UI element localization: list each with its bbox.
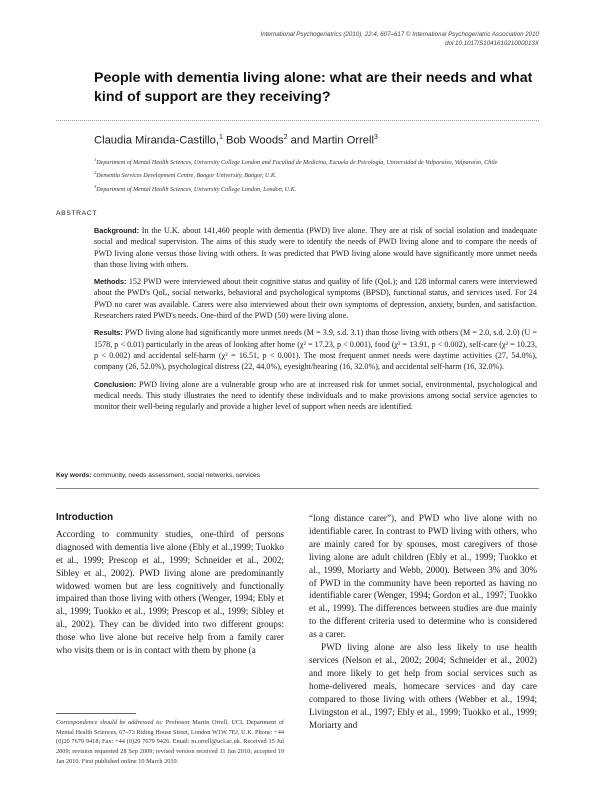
body-paragraph: “long distance carer”), and PWD who live alone with no identifiable carer. In contrast to PWD living with others, who are mainly cared for by spouses, most caregivers of those living alone are adult children (Ebly et al., 1999; Tuokko et al., 1999, Moriarty and Webb, 2000). Between 3% and 30% of PWD in the community have been reported as having no identifiable carer (Wenger, 1994; Gordon et al., 1997; Tuokko et al., 1999). The differences between studies are due mainly to the different criteria used to determine who is considered as a carer. bbox=[309, 513, 537, 640]
keywords-label: Key words: bbox=[56, 472, 92, 479]
author-name: and Martin Orrell bbox=[287, 134, 374, 147]
affiliation-mark: 2 bbox=[283, 134, 288, 141]
correspondence-label: Correspondence should be addressed to: bbox=[56, 719, 164, 726]
body-paragraph: PWD living alone are also less likely to use health services (Nelson et al., 2002; 2004; Schneider et al., 2002) and more likely to get help from social services such as home-delivered meals, homecare services and day care compared to those living with others (Webber et al., 1994; Livingston et al., 1997; Ebly et al., 1999; Tuokko et al., 1999; Moriarty and bbox=[309, 642, 537, 730]
author-name: Claudia Miranda-Castillo, bbox=[94, 134, 219, 147]
section-heading-introduction: Introduction bbox=[56, 512, 114, 523]
keywords-text: community, needs assessment, social networks, services bbox=[91, 472, 260, 479]
journal-header bbox=[261, 30, 539, 48]
journal-citation: International Psychogeriatrics (2010), 22:4, 607–617 © International Psychogeriatric Association 2010 bbox=[260, 31, 539, 38]
title-divider bbox=[56, 120, 539, 121]
author-list bbox=[94, 134, 378, 147]
body-paragraph: According to community studies, one-third of persons diagnosed with dementia live alone (Ebly et al.,1999; Tuokko et al., 1999; Prescop et al., 1999; Schneider et al., 2002; Sibley et al., 2002). PWD living alone are predominantly widowed women but are less cognitively and functionally impaired than those living with others (Wenger, 1994; Ebly et al., 1999; Tuokko et al., 1999; Prescop et al., 1999; Sibley et al., 2002). They can be divided into two different groups: those who live alone but receive help from a family carer who visits them or is in contact with them by phone (a bbox=[56, 528, 284, 656]
abstract-heading: ABSTRACT bbox=[56, 210, 98, 217]
footnote-rule bbox=[56, 713, 136, 714]
affiliation-item: $^2$Dementia Services Development Centre, Bangor University, Bangor, U.K. bbox=[94, 170, 277, 180]
affiliation-item: $^1$Department of Mental Health Sciences, University College London and Facultad de Medicina, Escuela de Psicología, Universidad de Valparaíso, Valparaíso, Chile bbox=[94, 157, 498, 167]
author-name: Bob Woods bbox=[222, 134, 284, 147]
abstract-conclusion: Conclusion: PWD living alone are a vulnerable group who are at increased risk for unmet social, environmental, psychological and medical needs. This study illustrates the need to identify these individuals and to make provisions among social service agencies to monitor their well-being regularly and provide a higher level of support when needs are identified. bbox=[94, 379, 537, 412]
abstract-divider bbox=[56, 488, 539, 489]
affiliations bbox=[94, 155, 534, 195]
affiliation-mark: 1 bbox=[218, 134, 223, 141]
abstract-background: Background: In the U.K. about 141,460 people with dementia (PWD) live alone. They are at risk of social isolation and inadequate social and medical supervision. The aims of this study were to identify the needs of PWD living alone and to compare the needs of PWD living alone versus those living with others. It was predicted that PWD living alone would have significantly more unmet needs than those living with others. bbox=[94, 226, 537, 269]
abstract-body bbox=[94, 225, 537, 418]
affiliation-mark: 3 bbox=[373, 134, 378, 141]
article-title: People with dementia living alone: what are their needs and what kind of support are they receiving? bbox=[94, 70, 533, 105]
affiliation-item: $^3$Department of Mental Health Sciences, University College London, London, U.K. bbox=[94, 183, 297, 193]
right-column bbox=[309, 512, 537, 731]
correspondence-text: Professor Martin Orrell, UCL Department of Mental Health Sciences, 67–73 Riding House Street, London W1W 7EJ, U.K. Phone: +44 (0)20 7679 9418; Fax: +44 (0)20 7679 9426. Email: m.orrell@ucl.ac.uk. Received 15 Jul 2009; revision requested 28 Sep 2009; revised version received 11 Jan 2010; accepted 19 Jan 2010. First published online 10 March 2010. bbox=[56, 719, 284, 765]
abstract-methods: Methods: 152 PWD were interviewed about their cognitive status and quality of life (QoL); and 128 informal carers were interviewed about the PWD's QoL, social networks, behavioral and psychological symptoms (BPSD), functional status, and services used. For 24 PWD no carer was available. Carers were also interviewed about their own symptoms of depression, anxiety, burden, and satisfaction. Researchers rated PWD's needs. One-third of the PWD (50) were living alone. bbox=[94, 277, 537, 321]
keywords bbox=[56, 472, 260, 479]
correspondence-note bbox=[56, 718, 284, 767]
left-column bbox=[56, 512, 284, 657]
abstract-results: Results: PWD living alone had significantly more unmet needs (M = 3.9, s.d. 3.1) than those living with others (M = 2.0, s.d. 2.0) (U = 1578, p < 0.01) particularly in the areas of looking after home (χ² = 17.23, p < 0.001), food (χ² = 13.91, p < 0.002), self-care (χ² = 10.23, p < 0.002) and accidental self-harm (χ² = 16.51, p < 0.001). The most frequent unmet needs were daytime activities (27, 54.0%), company (26, 52.0%), psychological distress (22, 44.0%), eyesight/hearing (16, 32.0%), and accidental self-harm (16, 32.0%). bbox=[94, 328, 537, 372]
doi: doi:10.1017/S104161021000013X bbox=[445, 40, 539, 47]
